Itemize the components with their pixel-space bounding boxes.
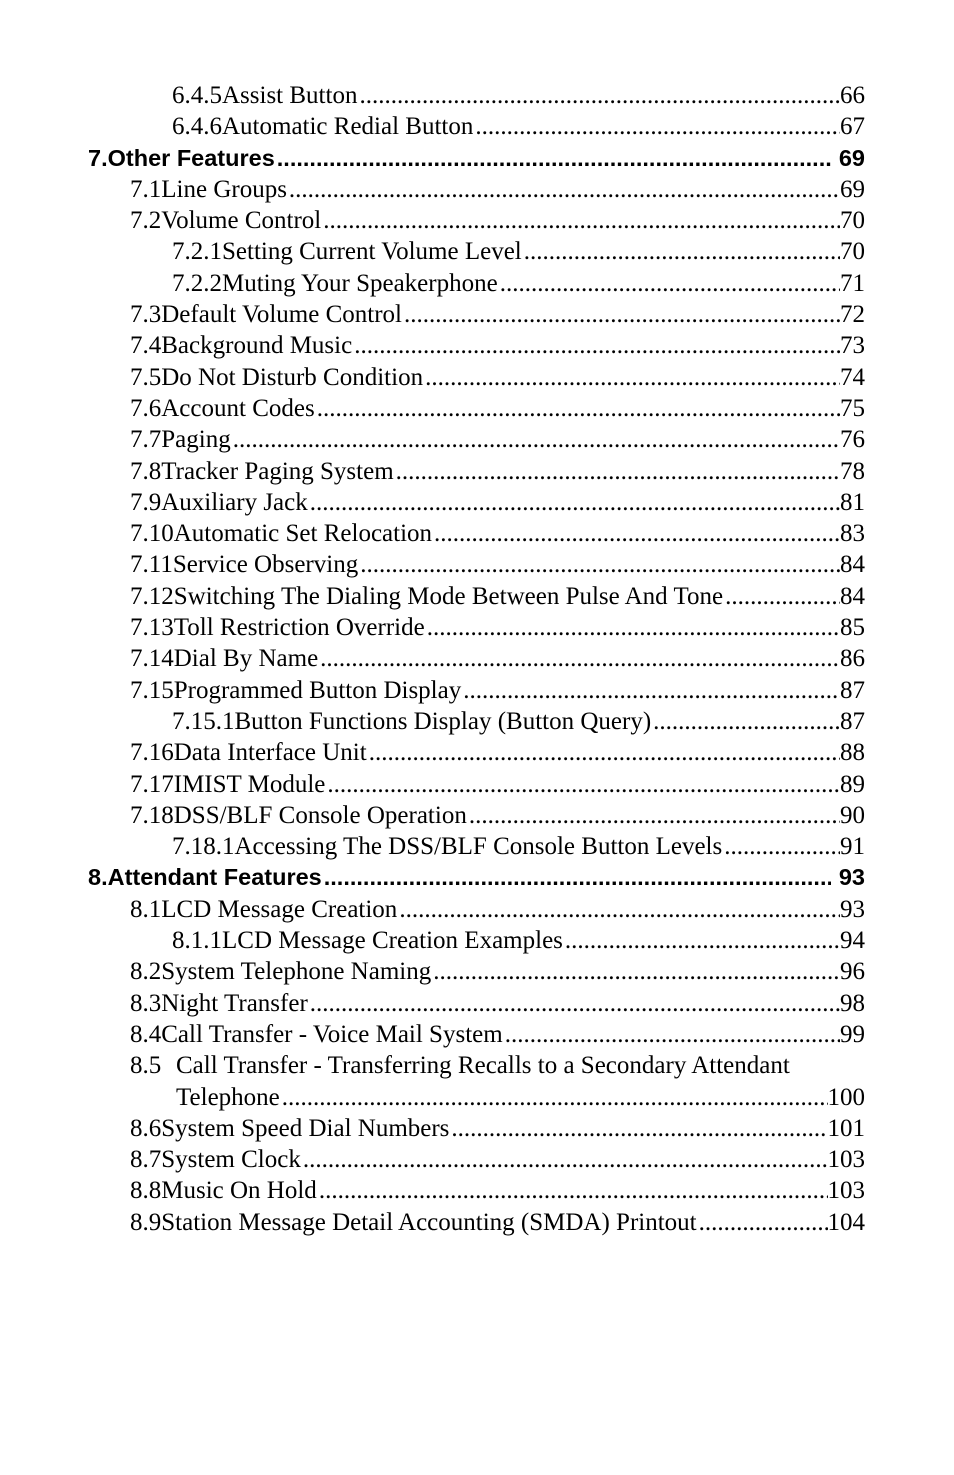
section-title: Data Interface Unit xyxy=(173,739,367,767)
page-number: 87 xyxy=(840,707,865,735)
toc-entry[interactable] xyxy=(0,1144,954,1175)
section-number: 8.8 xyxy=(130,1177,162,1205)
page-number: 99 xyxy=(840,1020,865,1048)
section-title: Volume Control xyxy=(161,207,322,235)
section-number: 7.4 xyxy=(130,332,162,360)
table-of-contents xyxy=(0,80,954,1238)
toc-entry[interactable] xyxy=(0,362,954,393)
page-number: 90 xyxy=(840,801,865,829)
section-number: 7.6 xyxy=(130,394,162,422)
section-title: Switching The Dialing Mode Between Pulse And Tone xyxy=(173,582,724,610)
page-number: 81 xyxy=(840,488,865,516)
section-title: Button Functions Display (Button Query) xyxy=(234,707,652,735)
chapter-number: 8. xyxy=(88,864,108,891)
dot-leader xyxy=(301,1144,828,1175)
section-number: 7.14 xyxy=(130,645,174,673)
page-number: 73 xyxy=(840,332,865,360)
dot-leader xyxy=(402,299,840,330)
section-title: Telephone xyxy=(176,1083,280,1111)
page-number: 69 xyxy=(838,144,865,171)
section-title: Setting Current Volume Level xyxy=(222,238,522,266)
section-number: 7.1 xyxy=(130,175,162,203)
dot-leader xyxy=(315,393,840,424)
toc-entry[interactable] xyxy=(0,268,954,299)
toc-entry[interactable] xyxy=(0,205,954,236)
section-number: 8.5 xyxy=(130,1052,162,1080)
section-number: 7.13 xyxy=(130,614,174,642)
page-number: 70 xyxy=(840,207,865,235)
dot-leader xyxy=(318,643,840,674)
section-title: Service Observing xyxy=(172,551,359,579)
dot-leader xyxy=(697,1207,828,1238)
section-number: 8.3 xyxy=(130,989,162,1017)
dot-leader xyxy=(425,612,840,643)
toc-entry[interactable] xyxy=(0,487,954,518)
dot-leader xyxy=(461,675,840,706)
dot-leader xyxy=(431,956,840,987)
section-title: Call Transfer - Voice Mail System xyxy=(161,1020,503,1048)
section-title: Account Codes xyxy=(161,394,315,422)
page-number: 96 xyxy=(840,958,865,986)
toc-entry[interactable] xyxy=(0,424,954,455)
page-number: 98 xyxy=(840,989,865,1017)
toc-entry[interactable] xyxy=(0,581,954,612)
dot-leader xyxy=(231,424,840,455)
section-number: 8.1 xyxy=(130,895,162,923)
section-title: DSS/BLF Console Operation xyxy=(173,801,467,829)
dot-leader xyxy=(473,111,840,142)
page-number: 83 xyxy=(840,520,865,548)
toc-entry[interactable] xyxy=(0,299,954,330)
section-title: Tracker Paging System xyxy=(161,457,394,485)
toc-entry[interactable] xyxy=(0,737,954,768)
page-number: 100 xyxy=(827,1083,865,1111)
section-number: 7.16 xyxy=(130,739,174,767)
section-number: 7.12 xyxy=(130,582,174,610)
section-title: Automatic Redial Button xyxy=(222,113,474,141)
toc-entry[interactable] xyxy=(0,236,954,267)
section-number: 8.7 xyxy=(130,1146,162,1174)
page-number: 72 xyxy=(840,301,865,329)
section-title: Programmed Button Display xyxy=(173,676,462,704)
page-number: 103 xyxy=(827,1146,865,1174)
dot-leader xyxy=(423,362,840,393)
section-number: 7.17 xyxy=(130,770,174,798)
section-number: 8.1.1 xyxy=(172,927,222,955)
section-number: 7.11 xyxy=(130,551,173,579)
dot-leader xyxy=(308,988,840,1019)
dot-leader xyxy=(498,268,840,299)
dot-leader xyxy=(394,456,840,487)
chapter-title: Attendant Features xyxy=(107,864,322,891)
toc-entry[interactable] xyxy=(0,706,954,737)
section-title: Dial By Name xyxy=(173,645,319,673)
section-number: 7.2.1 xyxy=(172,238,222,266)
toc-entry[interactable] xyxy=(0,1113,954,1144)
dot-leader xyxy=(358,549,840,580)
section-title: System Telephone Naming xyxy=(161,958,432,986)
section-title: IMIST Module xyxy=(173,770,326,798)
section-number: 7.9 xyxy=(130,488,162,516)
dot-leader xyxy=(432,518,840,549)
toc-entry[interactable] xyxy=(0,456,954,487)
toc-entry[interactable] xyxy=(0,393,954,424)
dot-leader xyxy=(651,706,840,737)
toc-entry[interactable] xyxy=(0,894,954,925)
page-number: 101 xyxy=(827,1114,865,1142)
section-number: 7.8 xyxy=(130,457,162,485)
toc-entry[interactable] xyxy=(0,518,954,549)
dot-leader xyxy=(321,205,840,236)
page-number: 76 xyxy=(840,426,865,454)
toc-entry[interactable] xyxy=(0,1019,954,1050)
page-number: 104 xyxy=(827,1208,865,1236)
page-number: 87 xyxy=(840,676,865,704)
toc-entry-continuation[interactable] xyxy=(0,1082,954,1113)
section-title: Default Volume Control xyxy=(161,301,402,329)
section-title: System Speed Dial Numbers xyxy=(161,1114,450,1142)
dot-leader xyxy=(563,925,840,956)
toc-entry[interactable] xyxy=(0,111,954,142)
section-number: 8.2 xyxy=(130,958,162,986)
page-number: 89 xyxy=(840,770,865,798)
dot-leader xyxy=(503,1019,840,1050)
section-number: 8.6 xyxy=(130,1114,162,1142)
chapter-number: 7. xyxy=(88,144,108,171)
dot-leader xyxy=(522,236,840,267)
toc-entry[interactable] xyxy=(0,1050,954,1081)
dot-leader xyxy=(467,800,840,831)
section-number: 7.2 xyxy=(130,207,162,235)
dot-leader xyxy=(275,143,831,174)
page-number: 71 xyxy=(840,269,865,297)
section-title: Automatic Set Relocation xyxy=(173,520,433,548)
dot-leader xyxy=(397,894,840,925)
page-number: 93 xyxy=(840,895,865,923)
section-number: 8.9 xyxy=(130,1208,162,1236)
section-number: 7.15 xyxy=(130,676,174,704)
toc-entry[interactable] xyxy=(0,1175,954,1206)
page-number: 70 xyxy=(840,238,865,266)
section-title: LCD Message Creation Examples xyxy=(222,927,563,955)
toc-chapter-entry[interactable] xyxy=(0,862,954,893)
section-number: 7.18.1 xyxy=(172,833,235,861)
section-title: Call Transfer - Transferring Recalls to a Secondary Attendant xyxy=(176,1052,790,1080)
section-title: System Clock xyxy=(161,1146,301,1174)
toc-chapter-entry[interactable] xyxy=(0,143,954,174)
page-number: 78 xyxy=(840,457,865,485)
toc-entry[interactable] xyxy=(0,988,954,1019)
page-number: 75 xyxy=(840,394,865,422)
page-number: 86 xyxy=(840,645,865,673)
page-number: 93 xyxy=(838,864,865,891)
page-number: 67 xyxy=(840,113,865,141)
dot-leader xyxy=(317,1175,828,1206)
page-number: 103 xyxy=(827,1177,865,1205)
toc-entry[interactable] xyxy=(0,612,954,643)
section-title: Paging xyxy=(161,426,231,454)
page-number: 94 xyxy=(840,927,865,955)
section-title: Music On Hold xyxy=(161,1177,317,1205)
toc-entry[interactable] xyxy=(0,675,954,706)
toc-entry[interactable] xyxy=(0,925,954,956)
section-title: Background Music xyxy=(161,332,353,360)
dot-leader xyxy=(722,831,840,862)
section-title: Toll Restriction Override xyxy=(173,614,425,642)
section-title: Assist Button xyxy=(222,82,358,109)
section-title: Auxiliary Jack xyxy=(161,488,308,516)
chapter-title: Other Features xyxy=(107,144,275,171)
dot-leader xyxy=(280,1082,828,1113)
toc-entry[interactable] xyxy=(0,956,954,987)
page-number: 91 xyxy=(840,833,865,861)
section-number: 6.4.5 xyxy=(172,82,222,109)
page-number: 66 xyxy=(840,82,865,109)
toc-entry[interactable] xyxy=(0,1207,954,1238)
toc-entry[interactable] xyxy=(0,549,954,580)
dot-leader xyxy=(325,769,840,800)
page-number: 69 xyxy=(840,175,865,203)
section-title: Muting Your Speakerphone xyxy=(222,269,498,297)
page-number: 85 xyxy=(840,614,865,642)
section-number: 8.4 xyxy=(130,1020,162,1048)
dot-leader xyxy=(308,487,840,518)
toc-entry[interactable] xyxy=(0,80,954,111)
section-title: LCD Message Creation xyxy=(161,895,398,923)
section-number: 6.4.6 xyxy=(172,113,222,141)
section-number: 7.3 xyxy=(130,301,162,329)
section-number: 7.10 xyxy=(130,520,174,548)
section-title: Line Groups xyxy=(161,175,287,203)
dot-leader xyxy=(352,330,840,361)
dot-leader xyxy=(287,174,840,205)
dot-leader xyxy=(357,80,840,111)
section-number: 7.2.2 xyxy=(172,269,222,297)
section-number: 7.7 xyxy=(130,426,162,454)
section-title: Night Transfer xyxy=(161,989,308,1017)
page-number: 74 xyxy=(840,363,865,391)
toc-entry[interactable] xyxy=(0,800,954,831)
section-title: Do Not Disturb Condition xyxy=(161,363,424,391)
section-title: Station Message Detail Accounting (SMDA) Printout xyxy=(161,1208,697,1236)
section-number: 7.5 xyxy=(130,363,162,391)
page-number: 84 xyxy=(840,551,865,579)
toc-entry[interactable] xyxy=(0,174,954,205)
dot-leader xyxy=(449,1113,827,1144)
page-number: 84 xyxy=(840,582,865,610)
dot-leader xyxy=(723,581,840,612)
section-title: Accessing The DSS/BLF Console Button Levels xyxy=(234,833,723,861)
page-number: 88 xyxy=(840,739,865,767)
section-number: 7.18 xyxy=(130,801,174,829)
toc-entry[interactable] xyxy=(0,769,954,800)
section-number: 7.15.1 xyxy=(172,707,235,735)
toc-entry[interactable] xyxy=(0,330,954,361)
dot-leader xyxy=(322,862,831,893)
toc-entry[interactable] xyxy=(0,831,954,862)
dot-leader xyxy=(367,737,840,768)
toc-entry[interactable] xyxy=(0,643,954,674)
